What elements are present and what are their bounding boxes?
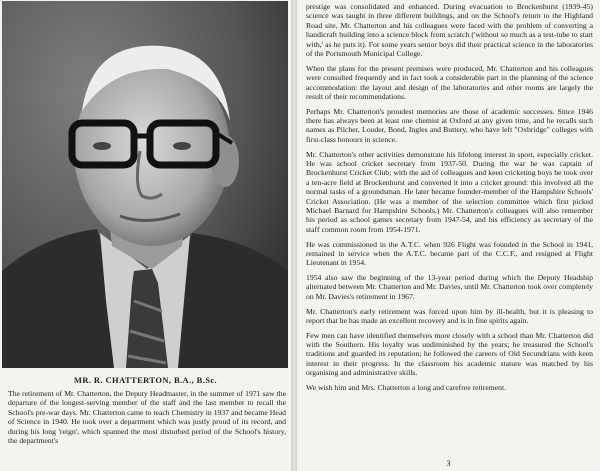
portrait-photo xyxy=(2,1,288,368)
photo-caption: MR. R. CHATTERTON, B.A., B.Sc. xyxy=(73,375,218,385)
paragraph: Mr. Chatterton's other activities demonstrate his lifelong interest in sport, especially cricket. He was school cricket secretary from 1937-50. During the war he was captain of Brockenhurst Cricket Club; with the aid of colleagues and keen cricketing boys he took over a ten-acre field at Brockenhurst and converted it into a cricket ground: this involved all the normal tasks of a groundsman. He later became founder-member of the Hampshire Schools' Cricket Association. (He was a member of the selection committee which first picked Michael Barnard for Hampshire Schools.) Mr. Chatterton's colleagues will also remember his period as school games secretary from 1947-54, and his efficiency as secretary of the staff common room from 1954-1971. xyxy=(306,149,593,234)
paragraph: Perhaps Mr. Chatterton's proudest memories are those of academic successes. Since 1946 there has always been at least one chemist at Oxford at any given time, and he recalls such names as Pilcher, Louder, Bond, Ingles and Buttery, who have left "Oxbridge" colleges with first-class honours in science. xyxy=(306,106,593,144)
paragraph: prestige was consolidated and enhanced. During evacuation to Brockenhurst (1939-45) science was taught in three different buildings, and on the School's return to the Highland Road site, Mr. Chatterton and his colleagues were faced with the problem of converting a handicraft building into a science block from scratch ('without so much as a test-tube to start with,' as he puts it). For some years senior boys did their practical science in the laboratories of the Portsmouth Municipal College. xyxy=(306,2,593,59)
right-column-text xyxy=(306,2,593,398)
paragraph: 1954 also saw the beginning of the 13-year period during which the Deputy Headship alternated between Mr. Chatterton and Mr. Davies, until Mr. Chatterton took over completely on Mr. Davies's retirement in 1967. xyxy=(306,273,593,301)
paragraph: Mr. Chatterton's early retirement was forced upon him by ill-health, but it is pleasing to report that he has made an excellent recovery and is in fine spirits again. xyxy=(306,306,593,325)
paragraph: We wish him and Mrs. Chatterton a long and carefree retirement. xyxy=(306,383,507,392)
paragraph: When the plans for the present premises were produced, Mr. Chatterton and his colleagues were consulted frequently and in fact took a considerable part in the planning of the science accommodation: the layout and design of the laboratories and other rooms are largely the result of their recommendations. xyxy=(306,63,593,101)
right-page xyxy=(297,0,600,471)
paragraph: Few men can have identified themselves more closely with a school than Mr. Chatterton did with the Southern. His loyalty was undiminished by the years; he treasured the School's traditions and guarded its reputation; he followed the careers of Old Secundrians with keen interest in their progress. In the classroom his academic stature was matched by his organising and administrative skills. xyxy=(306,330,593,378)
left-column-text: The retirement of Mr. Chatterton, the Deputy Headmaster, in the summer of 1971 saw the departure of the longest-serving member of the staff and the last member to recall the School's pre-war days. Mr. Chatterton came to teach Chemistry in 1937 and became Head of Science in 1940. He took over a department which was justly proud of its record, and during his long 'reign', which spanned the most disturbed period of the School's history, the department's xyxy=(8,389,286,446)
left-page xyxy=(0,0,291,471)
page-number: 3 xyxy=(446,459,451,468)
paragraph: He was commissioned in the A.T.C. when 926 Flight was founded in the School in 1941, remained in service when the A.T.C. became part of the C.C.F., and resigned at Flight Lieutenant in 1954. xyxy=(306,239,593,268)
